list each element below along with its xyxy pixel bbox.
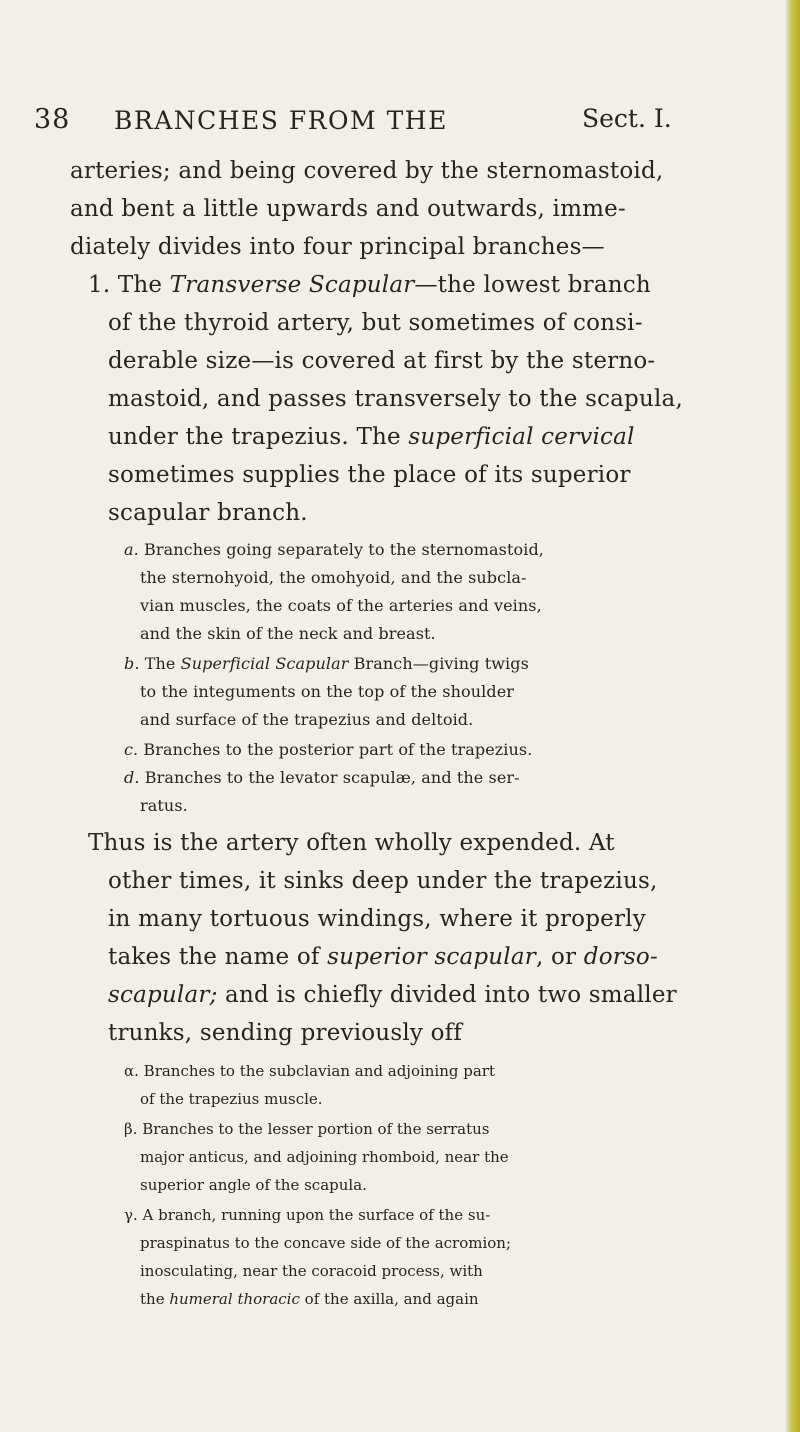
item-marker: d. bbox=[124, 768, 140, 787]
text-run: —the lowest branch bbox=[414, 272, 651, 298]
text-run: the bbox=[140, 1290, 170, 1308]
text-run: , or bbox=[535, 944, 584, 970]
italic-term: superior scapular bbox=[327, 944, 536, 970]
text-line: to the integuments on the top of the shoulder bbox=[140, 682, 515, 701]
text-line: trunks, sending previously off bbox=[108, 1020, 463, 1046]
text-line bbox=[124, 768, 520, 787]
item-marker: c. bbox=[124, 740, 139, 759]
text-run: Branches going separately to the sternomastoid, bbox=[138, 540, 544, 559]
text-run: and is chiefly divided into two smaller bbox=[217, 982, 677, 1008]
page-number: 38 bbox=[34, 104, 71, 135]
item-marker: b. bbox=[124, 654, 140, 673]
italic-term: dorso- bbox=[583, 944, 658, 970]
text-line bbox=[124, 654, 529, 673]
text-line: and the skin of the neck and breast. bbox=[140, 624, 436, 643]
text-line: praspinatus to the concave side of the acromion; bbox=[140, 1234, 512, 1252]
text-line bbox=[124, 540, 544, 559]
text-line: diately divides into four principal branches— bbox=[70, 234, 605, 260]
text-line: of the thyroid artery, but sometimes of consi- bbox=[108, 310, 643, 336]
text-line: sometimes supplies the place of its superior bbox=[108, 462, 631, 488]
text-line: and surface of the trapezius and deltoid. bbox=[140, 710, 474, 729]
text-line: scapular branch. bbox=[108, 500, 308, 526]
item-marker: a. bbox=[124, 540, 139, 559]
text-line: other times, it sinks deep under the trapezius, bbox=[108, 868, 658, 894]
text-run: Branches to the levator scapulæ, and the ser- bbox=[139, 768, 520, 787]
text-run: Branch—giving twigs bbox=[348, 654, 529, 673]
text-run: under the trapezius. The bbox=[108, 424, 409, 450]
section-label: Sect. I. bbox=[582, 104, 672, 133]
text-line bbox=[140, 1290, 479, 1308]
text-line: in many tortuous windings, where it properly bbox=[108, 906, 646, 932]
text-line: and bent a little upwards and outwards, imme- bbox=[70, 196, 626, 222]
italic-term: superficial cervical bbox=[408, 424, 635, 450]
text-line: major anticus, and adjoining rhomboid, near the bbox=[140, 1148, 509, 1166]
text-line: superior angle of the scapula. bbox=[140, 1176, 367, 1194]
italic-term: scapular; bbox=[108, 982, 218, 1008]
text-line: vian muscles, the coats of the arteries and veins, bbox=[140, 596, 542, 615]
text-line: of the trapezius muscle. bbox=[140, 1090, 323, 1108]
text-line bbox=[108, 944, 658, 970]
text-run: Branches to the posterior part of the trapezius. bbox=[138, 740, 533, 759]
text-line: derable size—is covered at first by the sterno- bbox=[108, 348, 656, 374]
text-run: takes the name of bbox=[108, 944, 328, 970]
text-run: 1. The bbox=[88, 272, 170, 298]
text-line: arteries; and being covered by the sternomastoid, bbox=[70, 158, 664, 184]
running-title: BRANCHES FROM THE bbox=[114, 106, 448, 135]
page-edge-binding bbox=[786, 0, 800, 1432]
text-line bbox=[108, 424, 635, 450]
text-line: γ. A branch, running upon the surface of the su- bbox=[124, 1206, 491, 1224]
text-line: Thus is the artery often wholly expended. At bbox=[88, 830, 615, 856]
text-line bbox=[108, 982, 677, 1008]
text-line: mastoid, and passes transversely to the scapula, bbox=[108, 386, 683, 412]
italic-term: Superficial Scapular bbox=[180, 654, 349, 673]
text-line: ratus. bbox=[140, 796, 188, 815]
text-line: inosculating, near the coracoid process, with bbox=[140, 1262, 483, 1280]
italic-term: humeral thoracic bbox=[169, 1290, 300, 1308]
text-line: β. Branches to the lesser portion of the serratus bbox=[124, 1120, 490, 1138]
text-line bbox=[88, 272, 651, 298]
italic-term: Transverse Scapular bbox=[169, 272, 415, 298]
text-run: The bbox=[139, 654, 181, 673]
text-run: of the axilla, and again bbox=[299, 1290, 479, 1308]
text-line: the sternohyoid, the omohyoid, and the subcla- bbox=[140, 568, 527, 587]
text-line bbox=[124, 740, 532, 759]
page-header bbox=[34, 104, 746, 144]
text-line: α. Branches to the subclavian and adjoining part bbox=[124, 1062, 496, 1080]
